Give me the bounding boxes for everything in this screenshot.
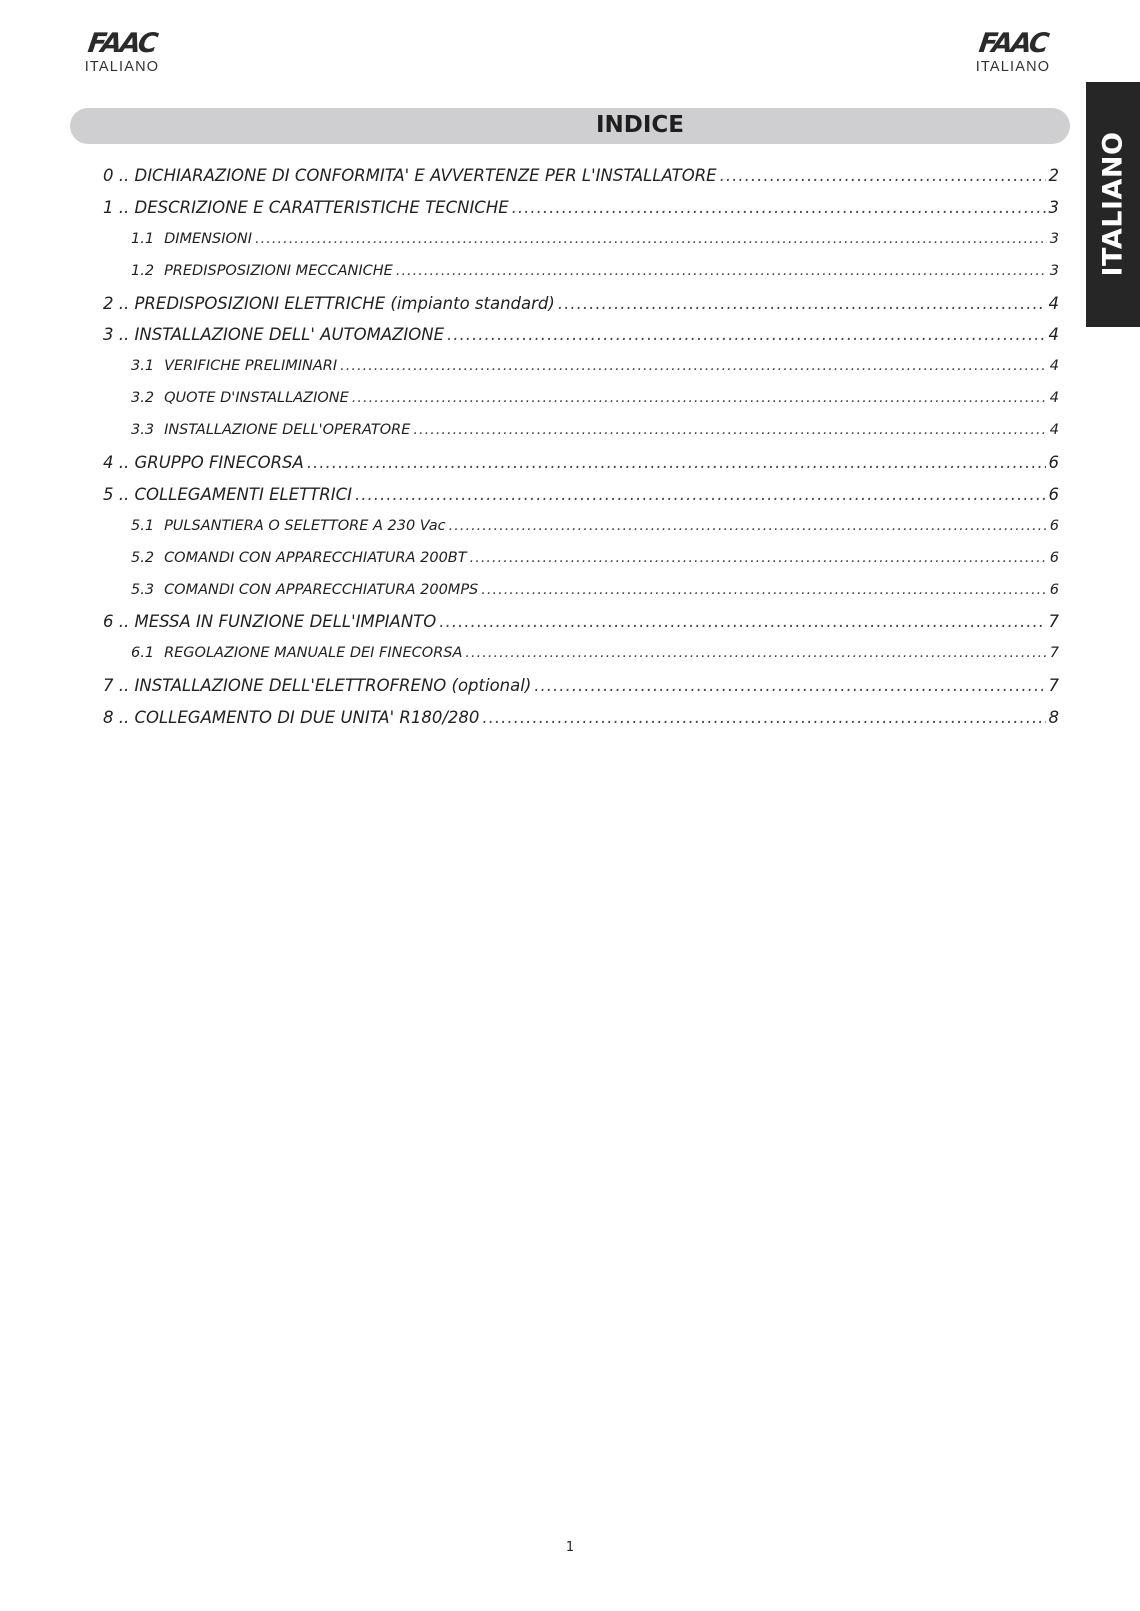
toc-entry-number: 0 .. xyxy=(103,166,130,185)
toc-entry-page: 4 xyxy=(1049,422,1059,439)
toc-entry-number: 5.3 xyxy=(131,581,155,598)
toc-entry-label: DESCRIZIONE E CARATTERISTICHE TECNICHE xyxy=(134,197,509,217)
toc-dot-leader xyxy=(558,288,1046,320)
toc-entry-page: 6 xyxy=(1049,517,1059,534)
page-number: 1 xyxy=(565,1540,575,1555)
toc-entry-page: 7 xyxy=(1048,676,1059,696)
toc-subentry[interactable] xyxy=(103,224,1059,256)
toc-subentry[interactable] xyxy=(103,351,1059,383)
toc-entry-page: 3 xyxy=(1049,230,1059,247)
toc-entry-label: MESSA IN FUNZIONE DELL'IMPIANTO xyxy=(134,612,437,632)
toc-entry-label: INSTALLAZIONE DELL'OPERATORE xyxy=(164,422,411,439)
toc-entry-number: 3.2 xyxy=(131,390,155,407)
toc-dot-leader xyxy=(720,160,1046,192)
table-of-contents xyxy=(103,160,1059,734)
toc-entry-number: 3.1 xyxy=(131,358,155,375)
toc-dot-leader xyxy=(482,702,1045,734)
toc-entry-page: 8 xyxy=(1048,708,1059,728)
toc-entry-number: 8 .. xyxy=(103,708,130,728)
toc-entry[interactable] xyxy=(103,447,1059,479)
faac-logo-right xyxy=(958,30,1068,75)
toc-dot-leader xyxy=(352,383,1047,415)
toc-entry-number: 3 .. xyxy=(103,325,130,345)
toc-entry-number: 3.3 xyxy=(131,422,155,439)
toc-entry-page: 6 xyxy=(1048,484,1059,504)
toc-entry-page: 3 xyxy=(1048,197,1059,217)
toc-entry-page: 4 xyxy=(1049,390,1059,407)
toc-entry-number: 6.1 xyxy=(131,645,155,662)
toc-dot-leader xyxy=(340,351,1047,383)
toc-entry-number: 7 .. xyxy=(103,676,130,696)
toc-entry-page: 3 xyxy=(1049,262,1059,279)
toc-entry-label: COLLEGAMENTO DI DUE UNITA' R180/280 xyxy=(134,708,480,728)
language-side-tab xyxy=(1086,82,1140,327)
toc-entry-page: 4 xyxy=(1048,293,1059,313)
toc-subentry[interactable] xyxy=(103,575,1059,607)
toc-entry-label: DIMENSIONI xyxy=(164,230,253,247)
faac-logo-mark: FAAC xyxy=(86,28,159,59)
toc-entry[interactable] xyxy=(103,479,1059,511)
toc-entry-number: 1.1 xyxy=(131,230,155,247)
toc-entry-page: 6 xyxy=(1049,581,1059,598)
toc-subentry[interactable] xyxy=(103,256,1059,288)
toc-dot-leader xyxy=(307,447,1046,479)
toc-dot-leader xyxy=(255,224,1047,256)
toc-entry-label: DICHIARAZIONE DI CONFORMITA' E AVVERTENZE PER L'INSTALLATORE xyxy=(134,166,717,185)
toc-entry[interactable] xyxy=(103,288,1059,320)
toc-entry-label: COLLEGAMENTI ELETTRICI xyxy=(134,484,352,504)
toc-subentry[interactable] xyxy=(103,511,1059,543)
toc-entry-label: VERIFICHE PRELIMINARI xyxy=(164,358,338,375)
toc-entry-number: 5 .. xyxy=(103,484,130,504)
toc-subentry[interactable] xyxy=(103,638,1059,670)
toc-dot-leader xyxy=(534,670,1045,702)
toc-entry-page: 7 xyxy=(1048,612,1059,632)
toc-dot-leader xyxy=(439,606,1045,638)
toc-entry-page: 7 xyxy=(1049,645,1059,662)
toc-entry-number: 5.2 xyxy=(131,549,155,566)
toc-dot-leader xyxy=(470,543,1047,575)
toc-dot-leader xyxy=(512,192,1046,224)
toc-entry-label: COMANDI CON APPARECCHIATURA 200MPS xyxy=(164,581,479,598)
toc-dot-leader xyxy=(447,319,1045,351)
toc-entry-label: INSTALLAZIONE DELL'ELETTROFRENO (optional) xyxy=(134,676,532,696)
toc-entry-number: 4 .. xyxy=(103,453,130,473)
toc-entry-number: 2 .. xyxy=(103,293,130,313)
toc-entry-label: GRUPPO FINECORSA xyxy=(134,453,304,473)
toc-entry-number: 1.2 xyxy=(131,262,155,279)
page-title: INDICE xyxy=(595,112,685,138)
toc-dot-leader xyxy=(465,638,1046,670)
toc-subentry[interactable] xyxy=(103,543,1059,575)
toc-entry-page: 4 xyxy=(1048,325,1059,345)
toc-entry[interactable] xyxy=(103,670,1059,702)
toc-entry-label: QUOTE D'INSTALLAZIONE xyxy=(164,390,349,407)
toc-dot-leader xyxy=(449,511,1047,543)
toc-entry-label: COMANDI CON APPARECCHIATURA 200BT xyxy=(164,549,467,566)
toc-entry[interactable] xyxy=(103,319,1059,351)
toc-entry[interactable] xyxy=(103,606,1059,638)
toc-entry[interactable] xyxy=(103,192,1059,224)
toc-subentry[interactable] xyxy=(103,415,1059,447)
toc-entry[interactable] xyxy=(103,702,1059,734)
toc-dot-leader xyxy=(396,256,1047,288)
toc-entry-label: PULSANTIERA O SELETTORE A 230 Vac xyxy=(164,517,446,534)
toc-entry[interactable] xyxy=(103,160,1059,192)
toc-entry-page: 6 xyxy=(1049,549,1059,566)
toc-dot-leader xyxy=(413,415,1046,447)
language-side-tab-label: ITALIANO xyxy=(1097,131,1129,277)
toc-entry-label: PREDISPOSIZIONI ELETTRICHE (impianto standard) xyxy=(134,293,555,313)
logo-language-label: ITALIANO xyxy=(84,59,160,75)
faac-logo-mark: FAAC xyxy=(977,28,1050,59)
toc-entry-number: 5.1 xyxy=(131,517,155,534)
toc-entry-number: 1 .. xyxy=(103,197,130,217)
toc-entry-page: 2 xyxy=(1048,166,1059,185)
toc-entry-page: 6 xyxy=(1048,453,1059,473)
logo-language-label: ITALIANO xyxy=(975,59,1051,75)
toc-entry-page: 4 xyxy=(1049,358,1059,375)
toc-entry-label: REGOLAZIONE MANUALE DEI FINECORSA xyxy=(164,645,463,662)
toc-dot-leader xyxy=(481,575,1047,607)
toc-entry-label: PREDISPOSIZIONI MECCANICHE xyxy=(164,262,393,279)
toc-entry-label: INSTALLAZIONE DELL' AUTOMAZIONE xyxy=(134,325,445,345)
toc-dot-leader xyxy=(355,479,1046,511)
index-title-bar xyxy=(70,108,1070,144)
toc-subentry[interactable] xyxy=(103,383,1059,415)
toc-entry-number: 6 .. xyxy=(103,612,130,632)
faac-logo-left xyxy=(67,30,177,75)
